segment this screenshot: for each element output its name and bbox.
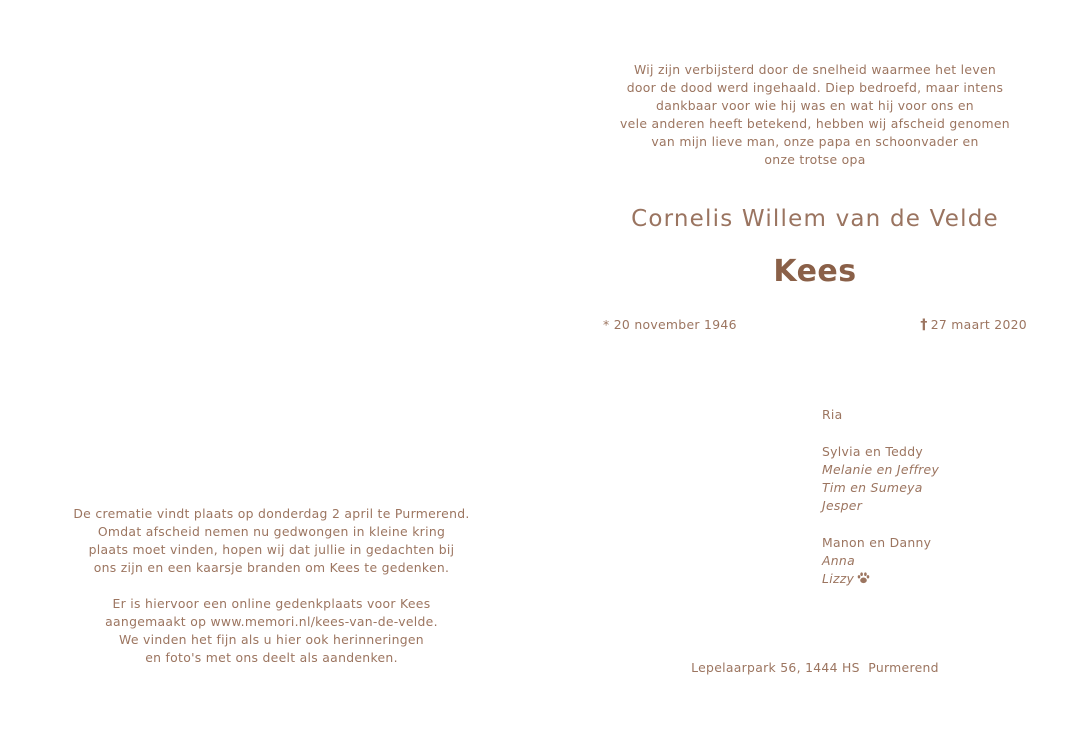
memorial-line: Er is hiervoor een online gedenkplaats voor Kees bbox=[112, 596, 431, 611]
nickname: Kees bbox=[773, 254, 857, 289]
cross-icon: † bbox=[920, 317, 928, 333]
intro-line: door de dood werd ingehaald. Diep bedroefd, maar intens bbox=[626, 80, 1004, 95]
cremation-line: De crematie vindt plaats op donderdag 2 april te Purmerend. bbox=[73, 506, 470, 521]
birth-date: * 20 november 1946 bbox=[603, 317, 737, 332]
family-list bbox=[822, 406, 939, 588]
cremation-line: plaats moet vinden, hopen wij dat jullie in gedachten bij bbox=[88, 542, 455, 557]
grandchild-name: Tim en Sumeya bbox=[822, 480, 923, 495]
grandchild-name: Jesper bbox=[822, 498, 863, 513]
intro-line: Wij zijn verbijsterd door de snelheid waarmee het leven bbox=[633, 62, 997, 77]
pet-line bbox=[822, 570, 939, 588]
memorial-line: en foto's met ons deelt als aandenken. bbox=[145, 650, 398, 665]
intro-text bbox=[543, 61, 1087, 169]
grandchild-name: Melanie en Jeffrey bbox=[822, 462, 940, 477]
grandchild-name: Anna bbox=[822, 553, 855, 568]
intro-line: vele anderen heeft betekend, hebben wij afscheid genomen bbox=[620, 116, 1010, 131]
intro-line: onze trotse opa bbox=[764, 152, 866, 167]
memorial-line: aangemaakt op www.memori.nl/kees-van-de-velde. bbox=[105, 614, 438, 629]
intro-line: van mijn lieve man, onze papa en schoonvader en bbox=[651, 134, 979, 149]
spouse-name: Ria bbox=[822, 407, 843, 422]
death-date: 27 maart 2020 bbox=[930, 317, 1027, 332]
full-name: Cornelis Willem van de Velde bbox=[631, 206, 999, 232]
paw-icon bbox=[857, 572, 870, 584]
address: Lepelaarpark 56, 1444 HS Purmerend bbox=[691, 660, 939, 675]
right-page bbox=[543, 0, 1087, 752]
cremation-notice bbox=[0, 505, 543, 667]
left-page bbox=[0, 0, 543, 752]
cremation-line: Omdat afscheid nemen nu gedwongen in kleine kring bbox=[97, 524, 446, 539]
cremation-line: ons zijn en een kaarsje branden om Kees te gedenken. bbox=[93, 560, 450, 575]
family-gap bbox=[822, 515, 939, 534]
family-gap bbox=[822, 424, 939, 443]
death-date-block bbox=[920, 317, 1027, 333]
paragraph-gap bbox=[0, 577, 543, 595]
pet-name: Lizzy bbox=[822, 571, 855, 586]
child-family-name: Manon en Danny bbox=[822, 535, 932, 550]
memorial-line: We vinden het fijn als u hier ook herinneringen bbox=[119, 632, 424, 647]
child-family-name: Sylvia en Teddy bbox=[822, 444, 924, 459]
intro-line: dankbaar voor wie hij was en wat hij voor ons en bbox=[656, 98, 974, 113]
